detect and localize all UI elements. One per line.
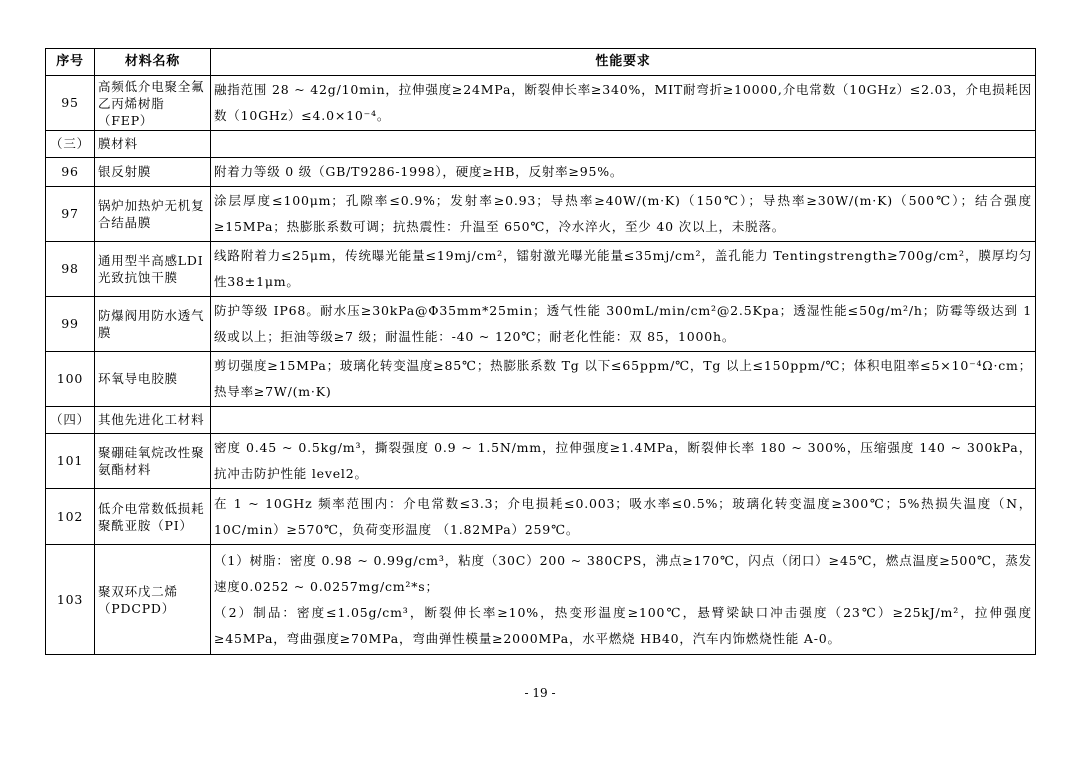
requirement-text: （2）制品：密度≤1.05g/cm³，断裂伸长率≥10%，热变形温度≥100℃，悬臂梁缺口冲击强度（23℃）≥25kJ/m²，拉伸强度≥45MPa，弯曲强度≥70MPa，弯曲弹性模量≥2000MPa，水平燃烧 HB40，汽车内饰燃烧性能 A-0。 [214,604,1032,646]
row-index: 99 [46,297,95,352]
section-row [46,131,1036,158]
row-requirements [211,158,1036,187]
table-row [46,76,1036,131]
page-number: - 19 - [524,686,556,700]
requirement-text: 密度 0.45 ~ 0.5kg/m³，撕裂强度 0.9 ~ 1.5N/mm，拉伸强度≥1.4MPa，断裂伸长率 180 ~ 300%，压缩强度 140 ~ 300kPa，抗冲击防护性能 level2。 [214,440,1032,481]
row-material-name: 高频低介电聚全氟乙丙烯树脂（FEP） [95,76,211,131]
row-requirements [211,434,1036,489]
row-index: 102 [46,489,95,545]
section-title: 膜材料 [95,131,211,158]
requirement-text: 附着力等级 0 级（GB/T9286-1998），硬度≥HB，反射率≥95%。 [214,164,624,179]
row-index: 97 [46,187,95,242]
row-index: 100 [46,352,95,407]
row-index: 95 [46,76,95,131]
row-index: 96 [46,158,95,187]
requirement-text: 涂层厚度≤100μm；孔隙率≤0.9%；发射率≥0.93；导热率≥40W/(m·K)（150℃）；导热率≥30W/(m·K)（500℃）；结合强度≥15MPa；热膨胀系数可调；抗热震性：升温至 650℃，冷水淬火，至少 40 次以上，未脱落。 [214,193,1032,234]
requirement-text: 在 1 ~ 10GHz 频率范围内：介电常数≤3.3；介电损耗≤0.003；吸水率≤0.5%；玻璃化转变温度≥300℃；5%热损失温度（N，10C/min）≥570℃，负荷变形温度 （1.82MPa）259℃。 [214,495,1032,537]
row-material-name: 聚双环戊二烯（PDCPD） [95,545,211,655]
spec-table [45,48,1036,655]
row-index: 101 [46,434,95,489]
header-material-name: 材料名称 [95,49,211,76]
table-body [46,76,1036,655]
row-requirements [211,76,1036,131]
table-row [46,158,1036,187]
section-row [46,407,1036,434]
requirement-text: 防护等级 IP68。耐水压≥30kPa@Φ35mm*25min；透气性能 300mL/min/cm²@2.5Kpa；透湿性能≤50g/m²/h；防霉等级达到 1 级或以上；拒油等级≥7 级；耐温性能：-40 ~ 120℃；耐老化性能：双 85，1000h。 [214,303,1032,344]
table-row [46,489,1036,545]
requirement-text: 线路附着力≤25μm，传统曝光能量≤19mj/cm²，镭射激光曝光能量≤35mj/cm²，盖孔能力 Tentingstrength≥700g/cm²，膜厚均匀性38±1μm。 [214,248,1032,289]
header-index: 序号 [46,49,95,76]
row-requirements [211,187,1036,242]
table-row [46,187,1036,242]
section-title: 其他先进化工材料 [95,407,211,434]
header-requirements: 性能要求 [211,49,1036,76]
row-material-name: 锅炉加热炉无机复合结晶膜 [95,187,211,242]
row-requirements [211,545,1036,655]
section-index: （四） [46,407,95,434]
row-requirements [211,297,1036,352]
row-material-name: 聚硼硅氧烷改性聚氨酯材料 [95,434,211,489]
row-requirements [211,489,1036,545]
table-row [46,545,1036,655]
row-index: 103 [46,545,95,655]
section-empty-cell [211,131,1036,158]
table-header-row [46,49,1036,76]
table-row [46,434,1036,489]
row-material-name: 通用型半高感LDI光致抗蚀干膜 [95,242,211,297]
section-index: （三） [46,131,95,158]
requirement-text: 剪切强度≥15MPa；玻璃化转变温度≥85℃；热膨胀系数 Tg 以下≤65ppm/℃，Tg 以上≤150ppm/℃；体积电阻率≤5×10⁻⁴Ω·cm；热导率≥7W/(m·K) [214,358,1032,399]
row-material-name: 银反射膜 [95,158,211,187]
row-requirements [211,352,1036,407]
table-row [46,297,1036,352]
table-row [46,352,1036,407]
requirement-text: （1）树脂：密度 0.98 ~ 0.99g/cm³，粘度（30C）200 ~ 380CPS，沸点≥170℃，闪点（闭口）≥45℃，燃点温度≥500℃，蒸发速度0.0252 ~ 0.0257mg/cm²*s； [214,552,1032,594]
table-row [46,242,1036,297]
row-index: 98 [46,242,95,297]
row-requirements [211,242,1036,297]
row-material-name: 防爆阀用防水透气膜 [95,297,211,352]
requirement-text: 融指范围 28 ~ 42g/10min，拉伸强度≥24MPa，断裂伸长率≥340%，MIT耐弯折≥10000,介电常数（10GHz）≤2.03，介电损耗因数（10GHz）≤4.0×10⁻⁴。 [214,82,1032,123]
row-material-name: 低介电常数低损耗聚酰亚胺（PI） [95,489,211,545]
row-material-name: 环氧导电胶膜 [95,352,211,407]
section-empty-cell [211,407,1036,434]
